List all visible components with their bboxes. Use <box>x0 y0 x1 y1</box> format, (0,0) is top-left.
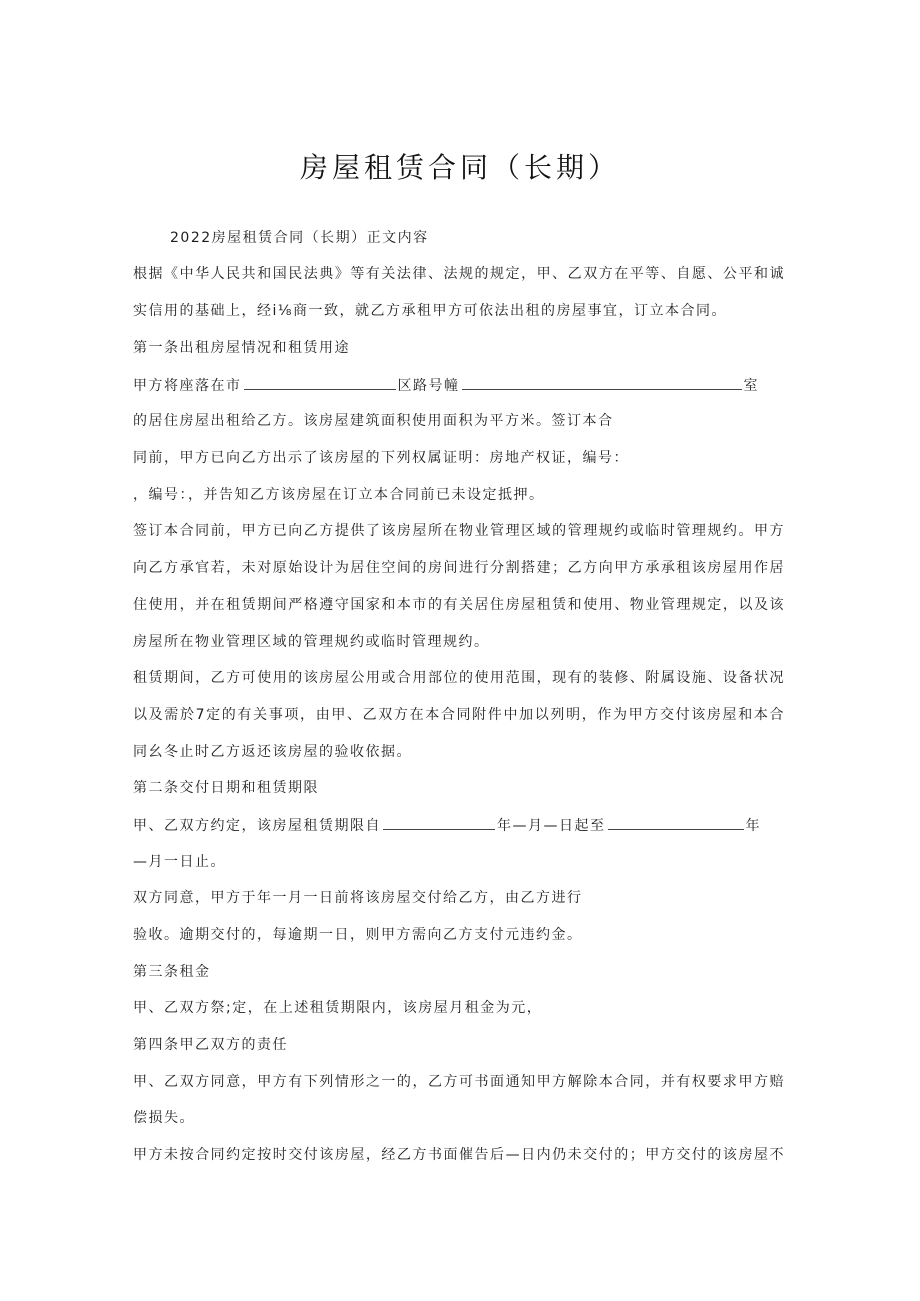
end-year-blank <box>608 815 744 830</box>
paragraph-line: 向乙方承官若，未对原始设计为居住空间的房间进行分割搭建；乙方向甲方承承租该房屋用作居 <box>133 560 785 576</box>
document-title: 房屋租赁合同（长期） <box>299 151 620 184</box>
paragraph-line: 验收。逾期交付的，每逾期一日，则甲方需向乙方支付元违约金。 <box>133 927 583 943</box>
paragraph-line: 签订本合同前，甲方已向乙方提供了该房屋所在物业管理区域的管理规约或临时管理规约。甲方 <box>133 523 785 539</box>
paragraph-line: 偿损失。 <box>133 1110 195 1126</box>
paragraph-line: 租赁期间，乙方可使用的该房屋公用或合用部位的使用范围，现有的装修、附属设施、设备状况 <box>133 670 785 686</box>
address-text-room: 室 <box>743 378 759 394</box>
document-subtitle: 2022房屋租赁合同（长期）正文内容 <box>170 230 429 246</box>
paragraph-line: 根据《中华人民共和国民法典》等有关法律、法规的规定，甲、乙双方在平等、自愿、公平和诚 <box>133 266 785 282</box>
paragraph-line: 甲、乙双方祭;定，在上述租赁期限内，该房屋月租金为元， <box>133 1000 543 1016</box>
paragraph-line: 以及需於7定的有关事项，由甲、乙双方在本合同附件中加以列明，作为甲方交付该房屋和本合 <box>133 707 785 723</box>
lease-term-text-start: 甲、乙双方约定，该房屋租赁期限自 <box>133 818 381 834</box>
paragraph-line: 住使用，并在租赁期间严格遵守国家和本市的有关居住房屋租赁和使用、物业管理规定，以及该 <box>133 597 785 613</box>
paragraph-line: 同前，甲方已向乙方出示了该房屋的下列权属证明：房地产权证，编号： <box>133 450 629 466</box>
paragraph-line: —月一日止。 <box>133 854 226 870</box>
start-year-blank <box>383 815 495 830</box>
paragraph-line: 的居住房屋出租给乙方。该房屋建筑面积使用面积为平方米。签订本合 <box>133 413 614 429</box>
city-blank <box>244 375 396 390</box>
paragraph-line: 同幺冬止时乙方返还该房屋的验收依据。 <box>133 744 412 760</box>
paragraph-line: 甲方未按合同约定按时交付该房屋，经乙方书面催告后—日内仍未交付的；甲方交付的该房屋不 <box>133 1147 785 1163</box>
section-heading: 第二条交付日期和租赁期限 <box>133 780 319 796</box>
section-heading: 第四条甲乙双方的责任 <box>133 1037 288 1053</box>
paragraph-line: 甲、乙双方同意，甲方有下列情形之一的，乙方可书面通知甲方解除本合同，并有权要求甲方赔 <box>133 1074 785 1090</box>
paragraph-line: ，编号：，并告知乙方该房屋在订立本合同前已未设定抵押。 <box>133 487 545 503</box>
lease-term-text-end: 年 <box>745 818 761 834</box>
lease-term-text-mid: 年—月—日起至 <box>497 818 606 834</box>
paragraph-line: 房屋所在物业管理区域的管理规约或临时管理规约。 <box>133 634 490 650</box>
lease-term-line <box>133 815 761 836</box>
paragraph-line: 双方同意，甲方于年一月一日前将该房屋交付给乙方，由乙方进行 <box>133 890 583 906</box>
section-heading: 第三条租金 <box>133 964 211 980</box>
address-line <box>133 375 759 396</box>
address-text-road: 区路号幢 <box>397 378 460 394</box>
section-heading: 第一条出租房屋情况和租赁用途 <box>133 340 350 356</box>
paragraph-line: 实信用的基础上，经i⅛商一致，就乙方承租甲方可依法出租的房屋事宜，订立本合同。 <box>133 303 727 319</box>
building-blank <box>462 375 742 390</box>
address-text-city: 甲方将座落在市 <box>133 378 242 394</box>
